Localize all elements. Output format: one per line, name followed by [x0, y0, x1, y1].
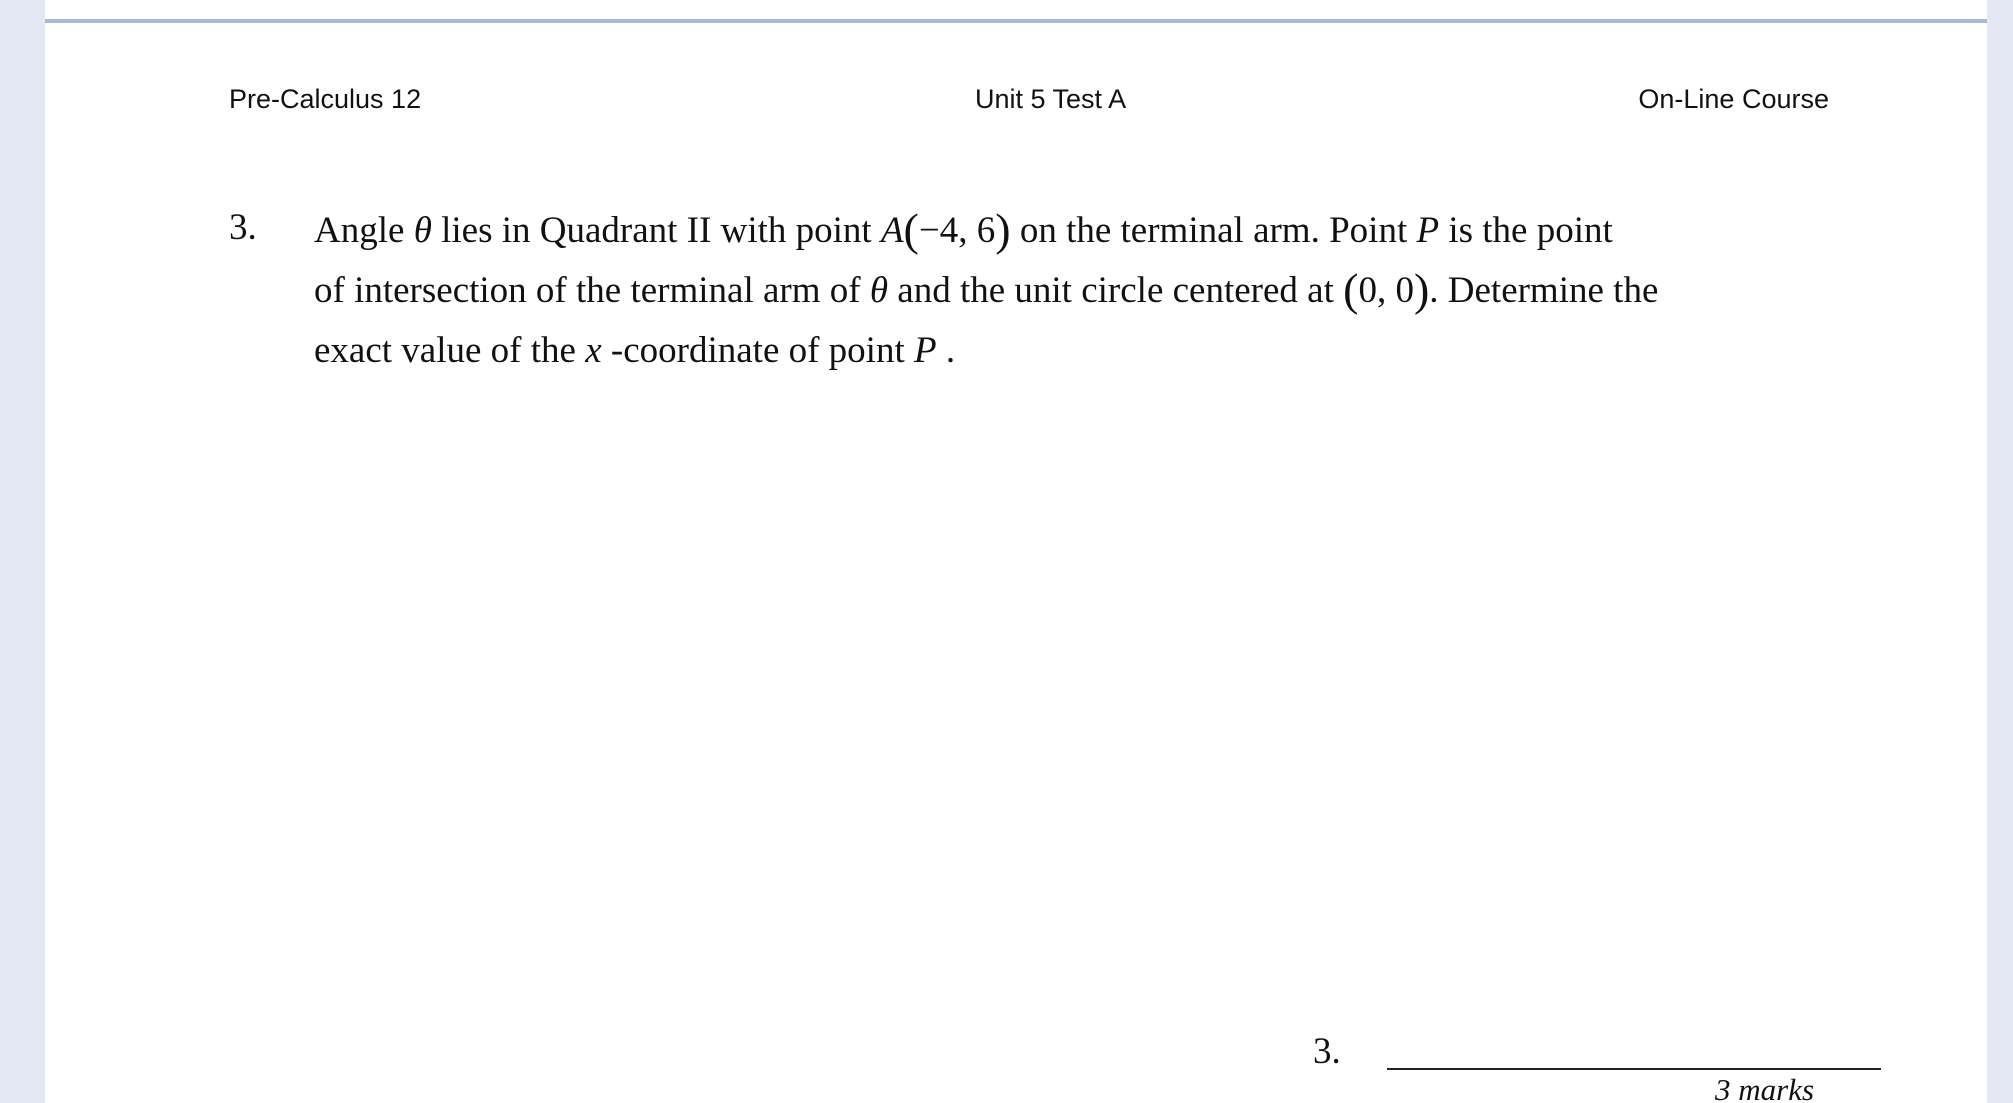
- text-segment: exact value of the: [314, 330, 586, 371]
- text-segment: -coordinate of point: [601, 330, 914, 371]
- text-segment: of intersection of the terminal arm of: [314, 270, 870, 311]
- question-line-3: [314, 321, 1834, 381]
- question-text: [314, 201, 1834, 381]
- left-paren: (: [903, 204, 919, 255]
- x-variable: x: [585, 330, 602, 371]
- text-segment: is the point: [1439, 210, 1613, 251]
- text-segment: lies in Quadrant II with point: [431, 210, 881, 251]
- text-segment: and the unit circle centered at: [888, 270, 1344, 311]
- right-paren: ): [1413, 264, 1430, 315]
- text-segment: Angle: [314, 210, 414, 251]
- right-paren: ): [995, 204, 1011, 255]
- header-test-title: Unit 5 Test A: [975, 84, 1127, 114]
- point-a-coordinates: −4, 6: [918, 210, 996, 251]
- marks-label: 3 marks: [1715, 1072, 1815, 1103]
- answer-blank-line[interactable]: [1387, 1068, 1881, 1070]
- point-a-label: A: [880, 210, 904, 251]
- document-page: [45, 0, 1987, 1103]
- header-course-name: Pre-Calculus 12: [229, 84, 422, 114]
- text-segment: .: [936, 330, 956, 371]
- question-line-2: [314, 261, 1834, 321]
- text-segment: . Determine the: [1429, 270, 1659, 311]
- text-segment: on the terminal arm. Point: [1010, 210, 1417, 251]
- theta-symbol: θ: [413, 210, 432, 251]
- header-course-type: On-Line Course: [1638, 84, 1829, 114]
- question-line-1: [314, 201, 1834, 261]
- page-top-border: [45, 19, 1987, 23]
- origin-coordinates: 0, 0: [1358, 270, 1414, 311]
- answer-number: 3.: [1313, 1031, 1341, 1072]
- point-p-variable: P: [914, 330, 937, 371]
- point-p-variable: P: [1416, 210, 1440, 251]
- question-number: 3.: [229, 207, 257, 248]
- theta-symbol: θ: [869, 270, 889, 311]
- left-paren: (: [1343, 264, 1359, 315]
